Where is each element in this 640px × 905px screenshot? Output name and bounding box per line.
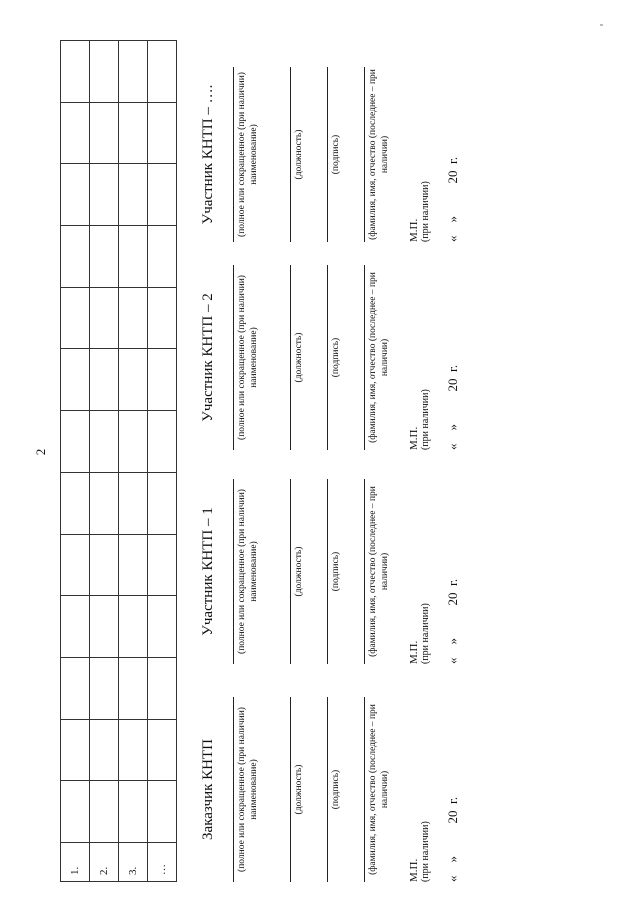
- position-caption: (должность): [294, 129, 304, 180]
- scan-mark: [600, 24, 603, 26]
- date-line: « » 20 г.: [445, 578, 460, 664]
- signatory-heading: Участник КНТП – ….: [200, 84, 216, 225]
- seal-label: М.П.: [408, 426, 420, 450]
- seal-note: (при наличии): [420, 603, 431, 664]
- table-cell: [148, 226, 177, 288]
- table-cell: [61, 719, 90, 781]
- table-cell: [148, 534, 177, 596]
- name-caption: (полное или сокращенное (при наличии) наименование): [237, 707, 259, 872]
- table-cell: [119, 102, 148, 164]
- position-caption: (должность): [294, 546, 304, 597]
- signatory-block: [200, 67, 461, 242]
- table-cell: [90, 349, 119, 411]
- table-cell: [90, 534, 119, 596]
- page-number: 2: [33, 448, 48, 456]
- seal-area: [409, 479, 431, 664]
- rotated-page-content: [60, 32, 580, 882]
- signatory-block: [200, 265, 461, 450]
- name-caption: (полное или сокращенное (при наличии) наименование): [237, 489, 259, 654]
- seal-area: [409, 265, 431, 450]
- table-cell: [61, 41, 90, 103]
- table-cell: [61, 102, 90, 164]
- table-cell: [90, 472, 119, 534]
- table-cell: [148, 657, 177, 719]
- table-cell: [148, 596, 177, 658]
- seal-note: (при наличии): [420, 821, 431, 882]
- date-line: « » 20 г.: [445, 364, 460, 450]
- seal-label: М.П.: [408, 218, 420, 242]
- table-cell: [119, 472, 148, 534]
- table-cell: [90, 411, 119, 473]
- date-line: « » 20 г.: [445, 796, 460, 882]
- table-cell: [61, 411, 90, 473]
- table-cell: [90, 164, 119, 226]
- table-cell: [90, 41, 119, 103]
- table-cell: [61, 781, 90, 843]
- table-cell: [90, 287, 119, 349]
- fio-caption: (фамилия, имя, отчество (последнее – при наличии): [368, 272, 390, 443]
- seal-area: [409, 67, 431, 242]
- position-caption: (должность): [294, 332, 304, 383]
- row-number-cell: 2.: [90, 843, 119, 882]
- name-caption: (полное или сокращенное (при наличии) наименование): [237, 72, 259, 237]
- signatory-block: [200, 479, 461, 664]
- signatory-block: [200, 697, 461, 882]
- seal-note: (при наличии): [420, 181, 431, 242]
- table-cell: [148, 349, 177, 411]
- name-caption: (полное или сокращенное (при наличии) наименование): [237, 275, 259, 440]
- signature-caption: (подпись): [331, 551, 341, 592]
- table-cell: [61, 657, 90, 719]
- table-cell: [148, 411, 177, 473]
- table-cell: [119, 287, 148, 349]
- table-cell: [61, 596, 90, 658]
- row-number-cell: …: [148, 843, 177, 882]
- signature-caption: (подпись): [331, 769, 341, 810]
- table-row: [148, 41, 177, 882]
- table-cell: [148, 781, 177, 843]
- signatory-heading: Заказчик КНТП: [200, 739, 216, 840]
- table-cell: [148, 719, 177, 781]
- table-cell: [61, 472, 90, 534]
- signatory-heading: Участник КНТП – 1: [200, 507, 216, 636]
- fio-caption: (фамилия, имя, отчество (последнее – при наличии): [368, 69, 390, 240]
- signature-caption: (подпись): [331, 134, 341, 175]
- fio-caption: (фамилия, имя, отчество (последнее – при наличии): [368, 486, 390, 657]
- data-table: [60, 40, 177, 882]
- table-row: [61, 41, 90, 882]
- table-cell: [61, 534, 90, 596]
- table-cell: [119, 719, 148, 781]
- table-cell: [119, 349, 148, 411]
- table-cell: [148, 472, 177, 534]
- table-cell: [90, 226, 119, 288]
- seal-area: [409, 697, 431, 882]
- table-cell: [119, 596, 148, 658]
- signature-caption: (подпись): [331, 337, 341, 378]
- seal-note: (при наличии): [420, 389, 431, 450]
- date-line: « » 20 г.: [445, 156, 460, 242]
- table-cell: [119, 41, 148, 103]
- table-cell: [119, 226, 148, 288]
- table-cell: [90, 657, 119, 719]
- table-cell: [119, 534, 148, 596]
- seal-label: М.П.: [408, 640, 420, 664]
- row-number-cell: 3.: [119, 843, 148, 882]
- table-cell: [119, 781, 148, 843]
- table-cell: [61, 287, 90, 349]
- table-cell: [119, 657, 148, 719]
- table-cell: [148, 41, 177, 103]
- table-cell: [148, 102, 177, 164]
- table-cell: [119, 411, 148, 473]
- table-cell: [90, 781, 119, 843]
- seal-label: М.П.: [408, 858, 420, 882]
- table-cell: [148, 164, 177, 226]
- table-cell: [61, 164, 90, 226]
- table-cell: [90, 719, 119, 781]
- table-cell: [148, 287, 177, 349]
- table-cell: [119, 164, 148, 226]
- position-caption: (должность): [294, 764, 304, 815]
- signatory-heading: Участник КНТП – 2: [200, 293, 216, 422]
- table-cell: [61, 349, 90, 411]
- row-number-cell: 1.: [61, 843, 90, 882]
- table-cell: [90, 596, 119, 658]
- table-cell: [90, 102, 119, 164]
- table-row: [119, 41, 148, 882]
- fio-caption: (фамилия, имя, отчество (последнее – при наличии): [368, 704, 390, 875]
- table-cell: [61, 226, 90, 288]
- table-row: [90, 41, 119, 882]
